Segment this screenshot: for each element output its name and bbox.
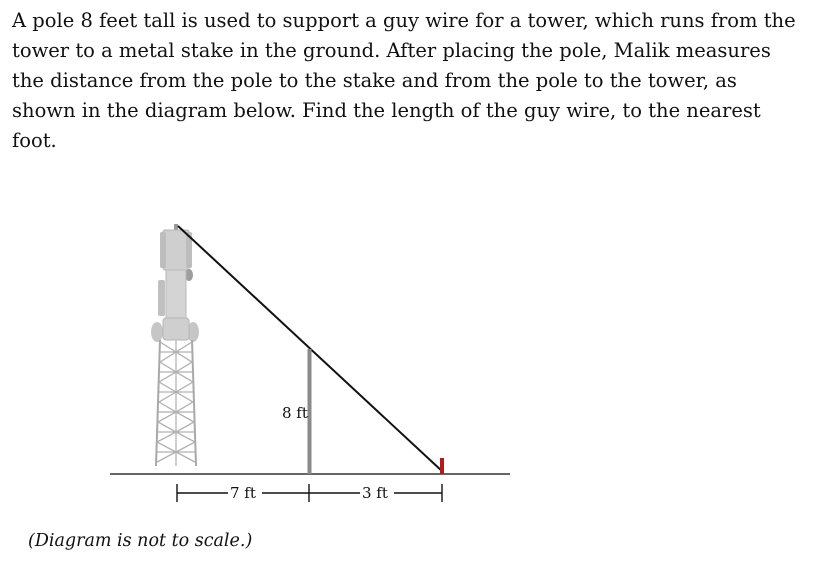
metal-stake [440,458,444,474]
diagram-caption: (Diagram is not to scale.) [28,531,253,551]
support-pole [308,349,312,474]
pole-to-stake-distance-label: 3 ft [362,484,388,502]
pole-height-label: 8 ft [282,404,308,422]
question-text: A pole 8 feet tall is used to support a guy wire for a tower, which runs from the tower to a metal stake in the ground. After placing the pole, Malik measures the distance from the pole to the stake and from the pole to the tower, as shown in the diagram below. Find the length of the guy wire, to the nearest foot. [12,9,796,152]
tower-to-pole-distance-label: 7 ft [230,484,256,502]
cell-tower-icon [151,224,199,466]
